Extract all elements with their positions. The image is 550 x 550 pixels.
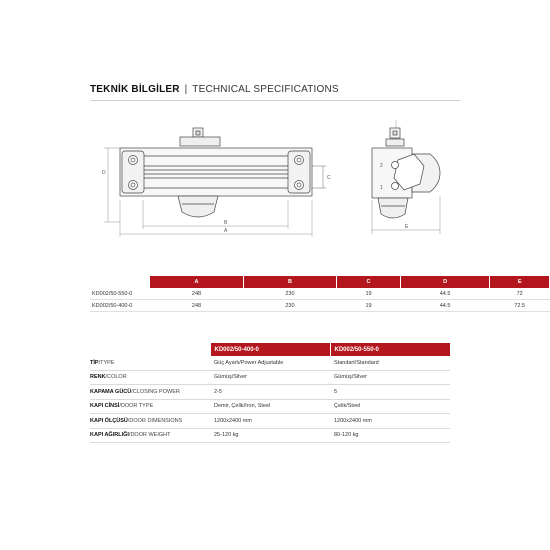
table-row [90,414,450,429]
spec-value [210,356,330,370]
spec-value [330,356,450,370]
table-row [90,399,450,414]
dimension-value: 248 [150,288,243,300]
spec-header-model-2: KD002/50-550-0 [330,343,450,356]
spec-label-en: /DOOR TYPE [119,403,154,410]
spec-label [90,428,210,443]
spec-value-tr: Demir, Çelik [214,403,244,410]
spec-value-en: /Silver [231,374,248,381]
dimension-table-corner [90,276,150,288]
side-label-1: 1 [380,185,383,191]
spec-value [210,399,330,414]
dim-label-c: C [327,175,331,181]
dimension-header-c: C [337,276,401,288]
model-name: KD002/50-550-0 [90,288,150,300]
dimension-value: 44.5 [400,300,489,312]
spec-header-model-1: KD002/50-400-0 [210,343,330,356]
spec-value [210,414,330,429]
specification-table [90,343,451,443]
spec-label-tr: KAPAMA GÜCÜ [90,388,132,395]
spec-value [330,370,450,385]
spec-value [330,428,450,443]
spec-value [330,414,450,429]
dim-label-a: A [224,228,228,234]
spec-value-en: /Iron, Steel [243,403,271,410]
spec-label-tr: KAPI AĞIRLIĞI [90,432,129,439]
side-label-2: 2 [380,163,383,169]
spec-label-en: /TYPE [98,359,115,366]
table-row [90,356,450,370]
spec-value-tr: Standart [334,359,355,366]
spec-value-tr: 5 [334,388,338,395]
spec-value-tr: 2-5 [214,388,222,395]
dimension-table-header [90,276,550,288]
dimension-value: 72.5 [490,300,550,312]
dim-label-d: D [102,170,106,176]
spec-label [90,414,210,429]
spec-label-en: /DOOR DIMENSIONS [127,417,183,424]
heading-tr: TEKNİK BİLGİLER [90,84,180,95]
spec-value-tr: Gümüş [214,374,232,381]
spec-value-en: /Silver [351,374,368,381]
dimension-header-a: A [150,276,243,288]
dimension-value: 248 [150,300,243,312]
dim-label-b: B [224,220,228,226]
spec-value-tr: 1200x2400 mm [214,417,252,424]
model-name: KD002/50-400-0 [90,300,150,312]
dimension-value: 230 [243,300,336,312]
spec-label-tr: TİP [90,359,99,366]
dimension-value: 19 [337,300,401,312]
spec-value [210,428,330,443]
spec-value-tr: Çelik [334,403,347,410]
front-view-drawing [120,128,326,217]
spec-value-en: /Steel [346,403,361,410]
table-row [90,370,450,385]
spec-value [210,370,330,385]
spec-value [330,385,450,400]
spec-value-en: /Standard [354,359,379,366]
spec-value-en: /Power Adjustable [239,359,284,366]
dimension-header-d: D [400,276,489,288]
spec-label-en: /CLOSING POWER [131,388,180,395]
spec-value-tr: 80-120 kg [334,432,359,439]
side-view-drawing [372,128,440,218]
dimension-table [90,276,550,312]
table-row [90,288,550,300]
spec-label-en: /DOOR WEIGHT [128,432,171,439]
spec-label-tr: KAPI CİNSİ [90,403,120,410]
spec-value-tr: Gümüş [334,374,352,381]
heading-separator: | [184,84,188,95]
specification-table-corner [90,343,210,356]
dimension-header-e: E [490,276,550,288]
spec-value [210,385,330,400]
spec-label [90,370,210,385]
dimension-value: 72 [490,288,550,300]
dimension-value: 230 [243,288,336,300]
dim-label-e: E [405,224,409,230]
spec-label [90,356,210,370]
dimension-value: 19 [337,288,401,300]
dimension-header-b: B [243,276,336,288]
table-row [90,300,550,312]
spec-value [330,399,450,414]
spec-label-tr: KAPI ÖLÇÜSÜ [90,417,128,424]
spec-value-tr: Güç Ayarlı [214,359,240,366]
spec-label-en: /COLOR [105,374,127,381]
spec-value-tr: 25-120 kg [214,432,239,439]
spec-label [90,385,210,400]
dimension-value: 44.5 [400,288,489,300]
table-row [90,385,450,400]
spec-label-tr: RENK [90,374,106,381]
specification-table-header [90,343,450,356]
heading-en: TECHNICAL SPECIFICATIONS [192,84,339,95]
table-row [90,428,450,443]
spec-label [90,399,210,414]
spec-value-tr: 1200x2400 mm [334,417,372,424]
